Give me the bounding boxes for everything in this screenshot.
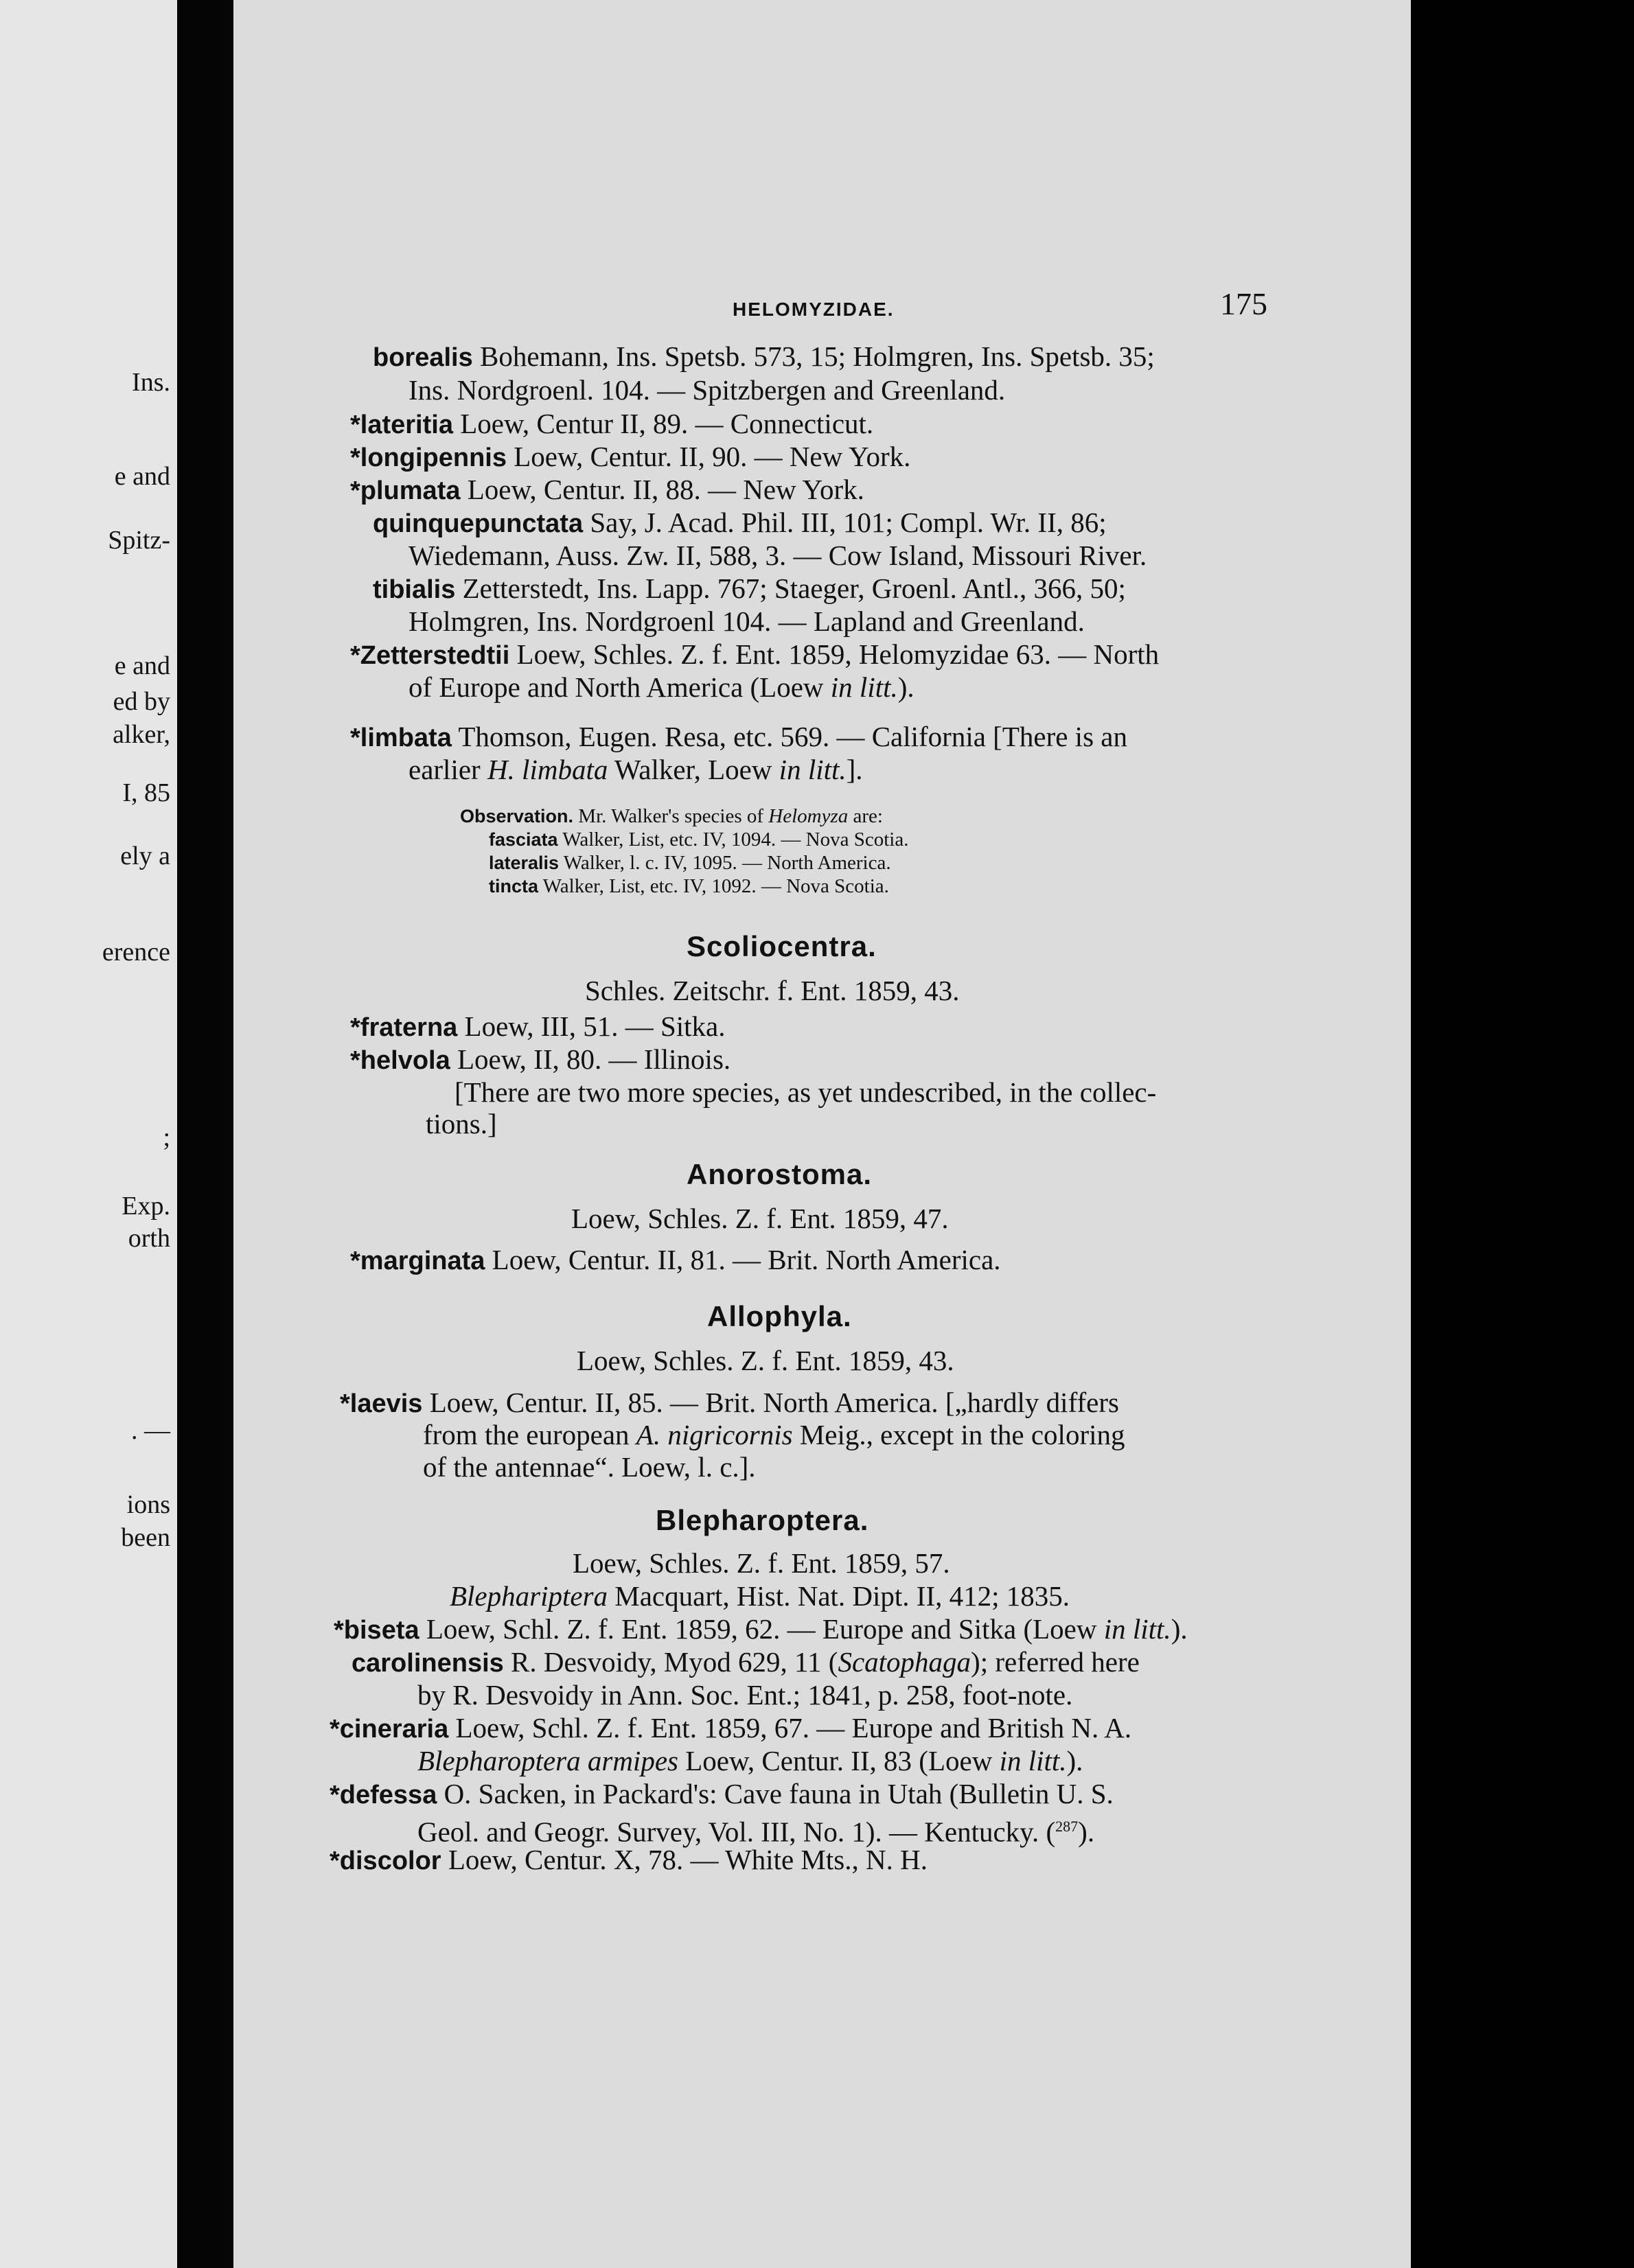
entry-quinquepunctata <box>373 507 1107 540</box>
species-name: *laevis <box>340 1389 423 1418</box>
entry-text: Loew, Centur. X, 78. — White Mts., N. H. <box>441 1844 928 1875</box>
entry-text: ]. <box>846 754 863 785</box>
entry-text: Loew, Centur. II, 83 (Loew <box>678 1745 1000 1777</box>
entry-text: ). <box>1171 1613 1188 1645</box>
synonym-line <box>450 1580 1070 1612</box>
species-name: tibialis <box>373 575 456 604</box>
left-fragment: orth <box>128 1224 170 1253</box>
entry-text: Loew, Schles. Z. f. Ent. 1859, Helomyzidae 63. — North <box>509 638 1160 670</box>
entry-text: Walker, l. c. IV, 1095. — North America. <box>559 852 891 874</box>
species-name: *lateritia <box>350 410 453 439</box>
left-fragment: alker, <box>113 720 170 749</box>
genus-heading: Blepharoptera. <box>656 1504 869 1536</box>
left-facing-page <box>0 0 177 2268</box>
entry-continuation: Ins. Nordgroenl. 104. — Spitzbergen and Greenland. <box>408 374 1006 406</box>
entry-continuation: Holmgren, Ins. Nordgroenl 104. — Lapland and Greenland. <box>408 605 1085 637</box>
entry-borealis <box>373 340 1155 373</box>
entry-text: Loew, Centur. II, 85. — Brit. North America. [„hardly differs <box>422 1387 1119 1418</box>
observation-item <box>489 828 908 851</box>
entry-text: Walker, List, etc. IV, 1092. — Nova Scotia. <box>538 875 889 897</box>
entry-carolinensis <box>352 1646 1140 1679</box>
species-name: *fraterna <box>350 1013 458 1042</box>
species-name: *plumata <box>350 476 461 505</box>
entry-text: Loew, Schl. Z. f. Ent. 1859, 67. — Europe and British N. A. <box>448 1712 1132 1744</box>
entry-lateritia <box>350 408 873 441</box>
entry-biseta <box>334 1613 1188 1646</box>
entry-plumata <box>350 474 864 507</box>
species-name: quinquepunctata <box>373 509 584 538</box>
entry-text: Loew, Centur. II, 81. — Brit. North America. <box>485 1244 1001 1275</box>
entry-longipennis <box>350 441 910 474</box>
running-header: HELOMYZIDAE. <box>733 299 895 320</box>
species-name: *marginata <box>350 1247 485 1275</box>
left-fragment: ely a <box>120 842 170 870</box>
species-name: *defessa <box>330 1781 437 1809</box>
entry-italic: in litt. <box>1103 1613 1171 1645</box>
entry-defessa <box>330 1778 1114 1811</box>
entry-limbata <box>350 721 1127 754</box>
species-name: *biseta <box>334 1616 419 1645</box>
entry-italic: Blepharoptera armipes <box>417 1745 678 1777</box>
left-fragment: Ins. <box>132 368 170 397</box>
entry-continuation <box>408 671 914 703</box>
species-name: carolinensis <box>352 1649 504 1678</box>
species-name: *cineraria <box>330 1715 449 1744</box>
entry-zetterstedtii <box>350 638 1159 671</box>
left-fragment: e and <box>114 462 170 491</box>
entry-continuation: Wiedemann, Auss. Zw. II, 588, 3. — Cow Island, Missouri River. <box>408 540 1147 571</box>
entry-text: Walker, Loew <box>608 754 779 785</box>
entry-italic: Blephariptera <box>450 1580 608 1612</box>
book-gutter <box>177 0 233 2268</box>
entry-cineraria <box>330 1712 1131 1745</box>
entry-text: Meig., except in the coloring <box>792 1419 1125 1450</box>
left-fragment: Spitz- <box>108 526 170 555</box>
species-name: tincta <box>489 876 539 896</box>
entry-text: Loew, Centur. II, 90. — New York. <box>507 441 911 472</box>
entry-italic: A. nigricornis <box>636 1419 793 1450</box>
species-name: *limbata <box>350 724 452 752</box>
species-name: lateralis <box>489 853 560 873</box>
entry-italic: Helomyza <box>768 805 849 827</box>
left-fragment: ed by <box>113 687 170 716</box>
genus-reference: Schles. Zeitschr. f. Ent. 1859, 43. <box>585 975 960 1006</box>
entry-text: Mr. Walker's species of <box>573 805 769 827</box>
entry-text: ). <box>1078 1816 1095 1848</box>
entry-marginata <box>350 1244 1001 1277</box>
left-fragment: been <box>121 1523 170 1552</box>
entry-text: of Europe and North America (Loew <box>408 671 831 703</box>
genus-reference: Loew, Schles. Z. f. Ent. 1859, 47. <box>571 1203 949 1234</box>
entry-text: Macquart, Hist. Nat. Dipt. II, 412; 1835. <box>608 1580 1070 1612</box>
entry-italic: Scatophaga <box>838 1646 971 1678</box>
entry-text: Loew, Centur II, 89. — Connecticut. <box>452 408 874 439</box>
genus-heading: Scoliocentra. <box>687 930 877 962</box>
entry-text: from the european <box>423 1419 636 1450</box>
left-fragment: Exp. <box>122 1192 170 1220</box>
entry-tibialis <box>373 572 1126 605</box>
entry-text: Walker, List, etc. IV, 1094. — Nova Scotia. <box>557 829 909 850</box>
entry-text: Loew, II, 80. — Illinois. <box>450 1043 731 1075</box>
left-fragment: . — <box>131 1416 170 1445</box>
entry-laevis <box>340 1387 1119 1420</box>
entry-text: Geol. and Geogr. Survey, Vol. III, No. 1). — Kentucky. ( <box>417 1816 1056 1848</box>
entry-continuation <box>417 1745 1083 1777</box>
species-name: *discolor <box>330 1847 441 1875</box>
note: [There are two more species, as yet undescribed, in the collec- <box>454 1076 1157 1108</box>
entry-continuation <box>417 1811 1094 1848</box>
observation-intro <box>460 805 883 828</box>
species-name: *Zetterstedtii <box>350 641 510 670</box>
entry-continuation: by R. Desvoidy in Ann. Soc. Ent.; 1841, p. 258, foot-note. <box>417 1679 1073 1711</box>
footnote-ref: 287 <box>1055 1818 1079 1835</box>
genus-heading: Anorostoma. <box>687 1158 873 1190</box>
entry-fraterna <box>350 1010 725 1043</box>
entry-continuation <box>408 754 863 785</box>
entry-text: Zetterstedt, Ins. Lapp. 767; Staeger, Groenl. Antl., 366, 50; <box>455 572 1126 604</box>
entry-text: earlier <box>408 754 487 785</box>
species-name: *longipennis <box>350 443 507 472</box>
left-fragment: erence <box>102 938 170 967</box>
entry-italic: in litt. <box>779 754 847 785</box>
left-fragment: I, 85 <box>122 778 170 807</box>
entry-italic: in litt. <box>999 1745 1067 1777</box>
genus-heading: Allophyla. <box>707 1300 852 1332</box>
entry-text: ). <box>1066 1745 1083 1777</box>
observation-item <box>489 851 891 875</box>
entry-text: ). <box>897 671 914 703</box>
entry-italic: in litt. <box>830 671 898 703</box>
entry-discolor <box>330 1844 928 1877</box>
species-name: borealis <box>373 343 473 372</box>
species-name: *helvola <box>350 1046 450 1075</box>
entry-text: Bohemann, Ins. Spetsb. 573, 15; Holmgren, Ins. Spetsb. 35; <box>472 340 1155 372</box>
left-fragment: ions <box>126 1490 170 1519</box>
entry-helvola <box>350 1043 730 1076</box>
entry-italic: H. limbata <box>487 754 608 785</box>
observation-label: Observation. <box>460 806 574 826</box>
scan-border <box>1411 0 1634 2268</box>
page-number: 175 <box>1220 286 1267 321</box>
right-page <box>233 0 1411 2268</box>
entry-continuation <box>423 1419 1125 1450</box>
left-fragment: e and <box>114 651 170 680</box>
genus-reference: Loew, Schles. Z. f. Ent. 1859, 57. <box>573 1547 950 1579</box>
entry-text: O. Sacken, in Packard's: Cave fauna in Utah (Bulletin U. S. <box>437 1778 1114 1809</box>
species-name: fasciata <box>489 829 558 850</box>
entry-continuation: of the antennae“. Loew, l. c.]. <box>423 1451 756 1483</box>
entry-text: Thomson, Eugen. Resa, etc. 569. — California [There is an <box>451 721 1127 752</box>
entry-text: Loew, Centur. II, 88. — New York. <box>460 474 864 505</box>
observation-item <box>489 875 889 898</box>
left-fragment: ; <box>163 1123 170 1152</box>
entry-text: ); referred here <box>971 1646 1140 1678</box>
genus-reference: Loew, Schles. Z. f. Ent. 1859, 43. <box>577 1345 954 1376</box>
note: tions.] <box>426 1108 497 1139</box>
entry-text: R. Desvoidy, Myod 629, 11 ( <box>503 1646 838 1678</box>
entry-text: Loew, Schl. Z. f. Ent. 1859, 62. — Europe and Sitka (Loew <box>419 1613 1104 1645</box>
entry-text: Loew, III, 51. — Sitka. <box>457 1010 726 1042</box>
entry-text: Say, J. Acad. Phil. III, 101; Compl. Wr. II, 86; <box>583 507 1107 538</box>
entry-text: are: <box>848 805 883 827</box>
